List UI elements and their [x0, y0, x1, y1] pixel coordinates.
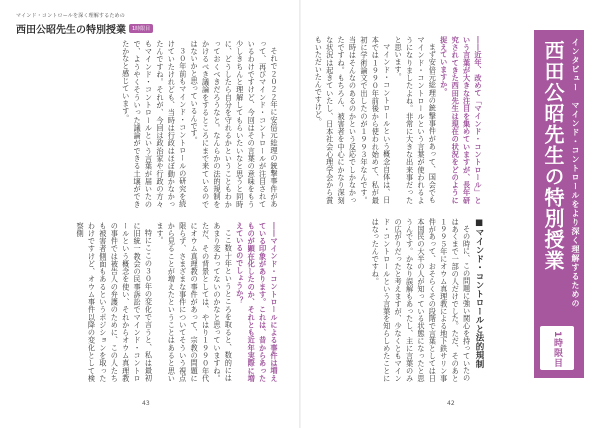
lesson-badge-label: 1時限目 — [552, 331, 562, 369]
body-paragraph: その時に、この問題に強い関心を持っていたのはあくまで一部の人だけでした。ただ、そのあと１９９５年にオウム真理教による地下鉄サリン事件があって、おそらくその段階で言葉としては日本国民の大半の人が知っている状態になったと思うんです。かなり誤解もあったし、主に言葉のみの広がりだったと考えますが、少なくともマインド・コントロールという言葉を知らしめたことにはなったんですね。 — [371, 218, 472, 382]
right-page-top-block — [308, 36, 484, 204]
section-heading: ■マインド・コントロールと法的規制 — [474, 218, 484, 369]
chapter-title: 西田公昭先生の特別授業 — [541, 40, 565, 271]
running-header-badge: 1時限目 — [129, 24, 153, 33]
interview-question: ――近年、改めて「マインド・コントロール」という言葉が大きな注目を集めていますが、長年研究されてきた西田先生は現在の状況をどのように捉えていますか。 — [439, 36, 483, 204]
running-header-subtitle: マインド・コントロールを深く理解するための — [16, 13, 126, 19]
page-number: 43 — [142, 400, 150, 407]
right-page-bottom-block — [308, 218, 484, 382]
running-header — [16, 12, 153, 36]
left-page-bottom-block — [22, 222, 280, 382]
chapter-kicker: インタビュー マインド・コントロールをより深く理解するための — [571, 38, 580, 308]
body-paragraph: マインド・コントロールという概念自体は、日本では１９９０年前後から使われ始めて、私が最初に学術論文で出したのが１９９３年なんです。当時はそんなのあるのかという反応でしかなかったですね。もちろん、被害者を中心にかなり深刻な状況は起きていたし、日本社会心理学会から賞もいただいたんですけど。 — [314, 36, 392, 204]
body-paragraph: ここ数十年というところを取ると、数的にはあまり変わってないのかなと思っていますね。ただ、その背景としては、やはり１９９０年代にオウム真理教の事件があって、宗教の問題に限らず、さまざまな事件についてそういう視点から見ることが増えたということはあると思います。 — [155, 222, 234, 382]
body-paragraph: 特にここの３０年の変化で言うと、私は最初に旧統一教会の民事訴訟でマインド・コントロールという概念を使い、それからオウム真理教の事件では被告人の弁護のために、この人たちも被害者側面もあるというポジションを取ったわけですけど、オウム事件以降の変化として検察側 — [76, 222, 154, 382]
body-paragraph: それで２０２２年に安倍元総理の銃撃事件があって、再びマインド・コントロールが注目されているわけですけど、今回はその言葉の意味をもう少しきちんと理解してもらいたいなと思うと同時に、どうしたら自分を守れるかということもわかっておくべきだろうなと。なんらかの法的規制をかけるべき議論をするところにまで来ているのではないかと思っているんです。 — [190, 40, 279, 208]
interview-question: ――マインド・コントロールによる事件は増えている印象があります。これは、昔からあったものが顕在化したのか、それとも近年実際に増えているのでしょうか？ — [235, 222, 279, 382]
body-paragraph: まず安倍元総理の銃撃事件があって、国会でもマインド・コントロールという言葉が使われるようになりましたよね。非常に大きな出来事だったと思います。 — [394, 36, 438, 204]
running-header-title: 西田公昭先生の特別授業 — [16, 25, 126, 36]
body-paragraph: ３０年前もマインド・コントロールの研究を続けていたけれども、当時は行政はほぼ動かなかったんですね。それが、今回は政治家や行政の方々もマインド・コントロールという言葉が届いたので、ようやくそういった議論ができる土壌ができたかなと感じています。 — [121, 40, 188, 208]
lesson-badge — [540, 326, 574, 370]
left-page-top-block — [22, 40, 280, 208]
page-number: 42 — [447, 400, 455, 407]
chapter-title-band — [534, 30, 584, 378]
